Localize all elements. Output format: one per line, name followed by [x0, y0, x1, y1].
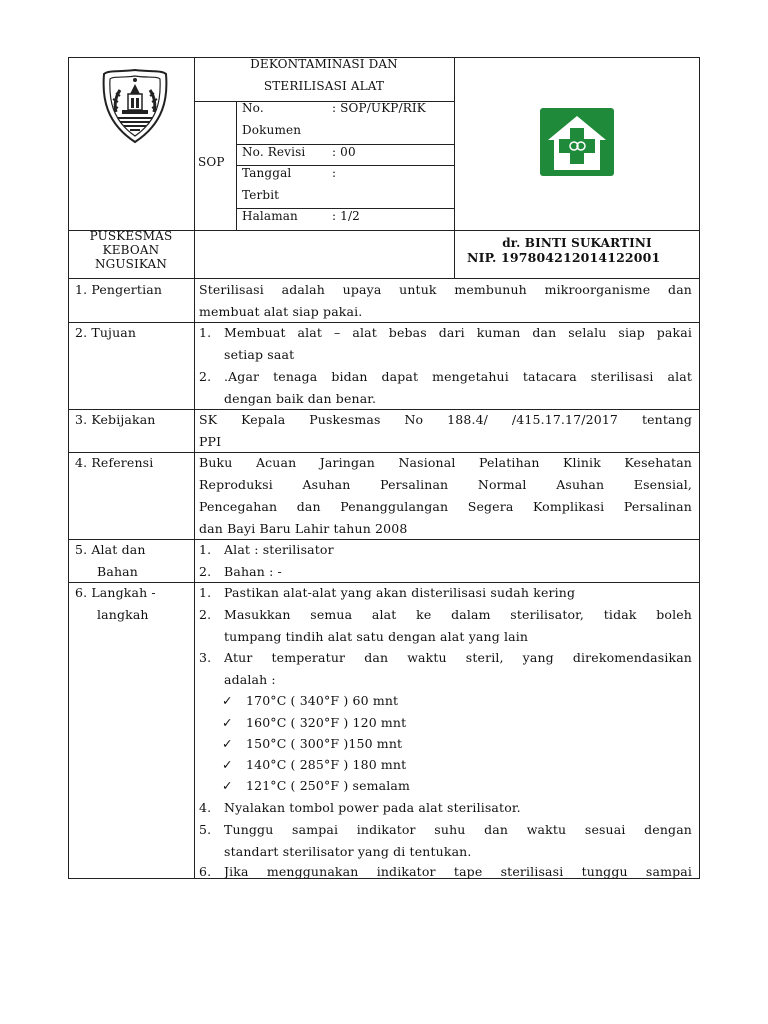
step6-text-line1: Jika menggunakan indikator tape sterilisasi tunggu sampai	[224, 864, 692, 879]
step3-text-line2: adalah :	[224, 672, 276, 687]
page-value: : 1/2	[332, 209, 360, 223]
kebijakan-text-line1: SK Kepala Puskesmas No 188.4/ /415.17.17/2017 tentang	[199, 412, 692, 427]
check-icon: ✓	[222, 778, 233, 793]
tujuan-item1-number: 1.	[199, 325, 212, 340]
institution-line3: NGUSIKAN	[94, 257, 167, 271]
alat-item2-number: 2.	[199, 564, 212, 579]
doc-no-label-2: Dokumen	[242, 123, 302, 137]
alat-item2-text: Bahan : -	[224, 564, 282, 579]
signatory-name: dr. BINTI SUKARTINI	[502, 236, 652, 250]
header-right-divider	[454, 57, 455, 230]
document-title-line1: DEKONTAMINASI DAN	[250, 57, 398, 71]
step6-number: 6.	[199, 864, 212, 879]
tujuan-item1-line2: setiap saat	[224, 347, 295, 362]
section-label-langkah-line2: langkah	[97, 607, 149, 622]
referensi-text-line1: Buku Acuan Jaringan Nasional Pelatihan Klinik Kesehatan	[199, 455, 692, 470]
step4-text: Nyalakan tombol power pada alat sterilisator.	[224, 800, 521, 815]
date-label-2: Terbit	[242, 188, 280, 202]
section-label-referensi: 4. Referensi	[75, 455, 154, 470]
tujuan-item2-line1: .Agar tenaga bidan dapat mengetahui tatacara sterilisasi alat	[224, 369, 692, 384]
puskesmas-logo-icon	[538, 106, 616, 178]
step3-number: 3.	[199, 650, 212, 665]
check-icon: ✓	[222, 715, 233, 730]
temp-option-3: 150°C ( 300°F )150 mnt	[246, 736, 403, 751]
temp-option-2: 160°C ( 320°F ) 120 mnt	[246, 715, 407, 730]
tujuan-item2-number: 2.	[199, 369, 212, 384]
step3-text-line1: Atur temperatur dan waktu steril, yang direkomendasikan	[224, 650, 692, 665]
left-column-divider	[194, 57, 195, 879]
pengertian-text-line2: membuat alat siap pakai.	[199, 304, 363, 319]
temp-option-4: 140°C ( 285°F ) 180 mnt	[246, 757, 407, 772]
doc-no-value: : SOP/UKP/RIK	[332, 101, 426, 115]
step1-number: 1.	[199, 585, 212, 600]
alat-item1-number: 1.	[199, 542, 212, 557]
step4-number: 4.	[199, 800, 212, 815]
check-icon: ✓	[222, 693, 233, 708]
tujuan-item2-line2: dengan baik dan benar.	[224, 391, 377, 406]
doc-no-label: No.	[242, 101, 264, 115]
signatory-nip: NIP. 197804212014122001	[467, 250, 661, 265]
revision-value: : 00	[332, 145, 356, 159]
date-value: :	[332, 166, 337, 180]
temp-option-1: 170°C ( 340°F ) 60 mnt	[246, 693, 399, 708]
sop-label: SOP	[198, 155, 225, 169]
step5-text-line2: standart sterilisator yang di tentukan.	[224, 844, 472, 859]
pengertian-text-line1: Sterilisasi adalah upaya untuk membunuh mikroorganisme dan	[199, 282, 692, 297]
section-label-kebijakan: 3. Kebijakan	[75, 412, 156, 427]
temp-option-5: 121°C ( 250°F ) semalam	[246, 778, 410, 793]
section-label-pengertian: 1. Pengertian	[75, 282, 163, 297]
alat-item1-text: Alat : sterilisator	[224, 542, 334, 557]
section-label-alat: 5. Alat dan	[75, 542, 146, 557]
referensi-text-line4: dan Bayi Baru Lahir tahun 2008	[199, 521, 408, 536]
referensi-text-line2: Reproduksi Asuhan Persalinan Normal Asuhan Esensial,	[199, 477, 692, 492]
institution-line2: KEBOAN	[102, 243, 160, 257]
section-label-tujuan: 2. Tujuan	[75, 325, 137, 340]
institution-line1: PUSKESMAS	[89, 229, 173, 243]
section-label-langkah: 6. Langkah -	[75, 585, 156, 600]
check-icon: ✓	[222, 757, 233, 772]
revision-label: No. Revisi	[242, 145, 306, 159]
kebijakan-text-line2: PPI	[199, 434, 222, 449]
regency-emblem-icon	[100, 68, 170, 144]
document-title-line2: STERILISASI ALAT	[263, 79, 385, 93]
date-label: Tanggal	[242, 166, 292, 180]
step2-text-line2: tumpang tindih alat satu dengan alat yang lain	[224, 629, 529, 644]
step2-number: 2.	[199, 607, 212, 622]
check-icon: ✓	[222, 736, 233, 751]
tujuan-item1-line1: Membuat alat – alat bebas dari kuman dan selalu siap pakai	[224, 325, 692, 340]
step2-text-line1: Masukkan semua alat ke dalam sterilisator, tidak boleh	[224, 607, 692, 622]
step5-number: 5.	[199, 822, 212, 837]
step1-text: Pastikan alat-alat yang akan disterilisasi sudah kering	[224, 585, 576, 600]
section-label-alat-line2: Bahan	[97, 564, 138, 579]
page-label: Halaman	[242, 209, 298, 223]
step5-text-line1: Tunggu sampai indikator suhu dan waktu sesuai dengan	[224, 822, 692, 837]
referensi-text-line3: Pencegahan dan Penanggulangan Segera Komplikasi Persalinan	[199, 499, 692, 514]
